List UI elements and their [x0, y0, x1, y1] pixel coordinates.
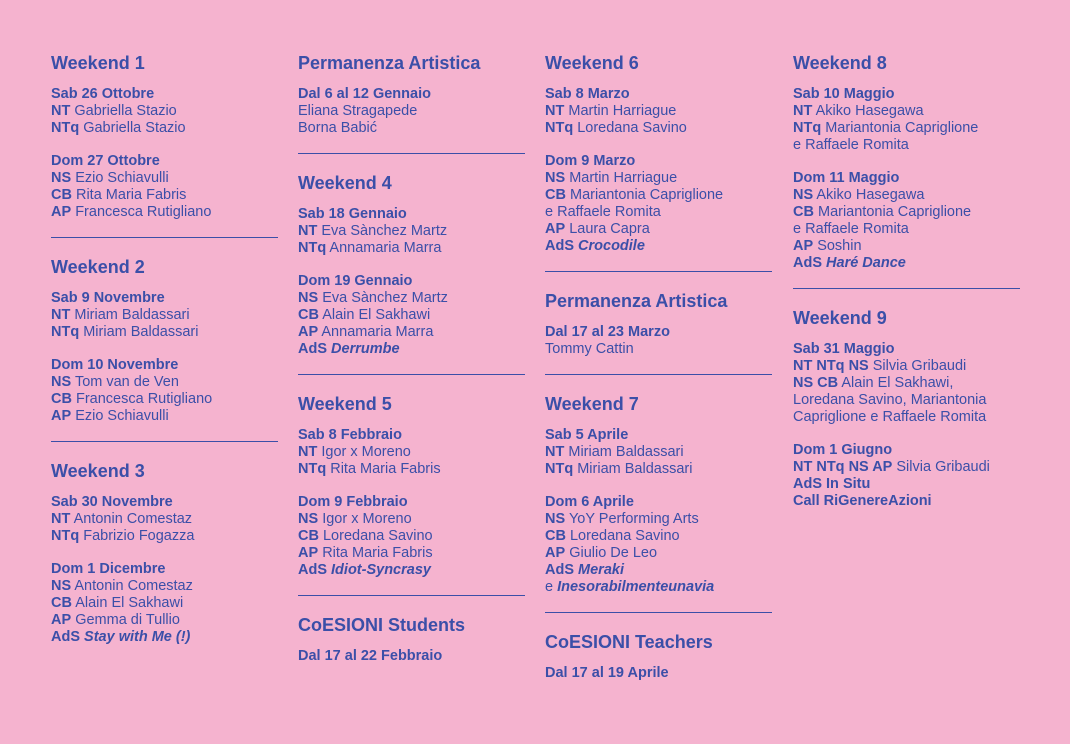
schedule-entry: [51, 120, 278, 137]
artist-name: Alain El Sakhawi: [322, 307, 431, 323]
schedule-entry: [545, 341, 772, 358]
schedule-entry: [51, 187, 278, 204]
role-code: NT: [51, 511, 71, 527]
section-title: Weekend 7: [545, 394, 639, 414]
artist-name: Silvia Gribaudi: [872, 358, 967, 374]
schedule-entry: [793, 358, 1020, 375]
show-title: Haré Dance: [826, 255, 906, 271]
role-code: NT NTq NS AP: [793, 459, 893, 475]
schedule-entry: [51, 324, 278, 341]
date-group: [298, 273, 525, 358]
schedule-entry: [298, 341, 525, 358]
role-code: NS: [298, 290, 319, 306]
schedule-entry: [51, 629, 278, 646]
schedule-entry: [545, 221, 772, 238]
role-code: CB: [51, 595, 72, 611]
schedule-entry: [545, 511, 772, 528]
role-code: NTq: [51, 528, 80, 544]
schedule-entry: [793, 392, 1020, 409]
date-heading: Sab 18 Gennaio: [298, 206, 407, 222]
role-code: NS: [545, 170, 566, 186]
section-divider: [545, 374, 772, 375]
date-group: [298, 648, 525, 665]
section-divider: [545, 612, 772, 613]
role-code: AdS: [51, 629, 80, 645]
section-title: Weekend 6: [545, 53, 639, 73]
column-4: [793, 50, 1020, 510]
date-heading: Dom 1 Giugno: [793, 442, 893, 458]
artist-name: Capriglione e Raffaele Romita: [793, 409, 987, 425]
date-group: [51, 153, 278, 221]
artist-name: Giulio De Leo: [569, 545, 658, 561]
role-code: NS: [51, 170, 72, 186]
role-code: AP: [51, 204, 72, 220]
date-group: [51, 561, 278, 646]
artist-name: e Raffaele Romita: [793, 137, 909, 153]
schedule-entry: [793, 137, 1020, 154]
schedule-entry: [298, 545, 525, 562]
role-code: NTq: [51, 324, 80, 340]
section-title: Weekend 9: [793, 308, 887, 328]
role-code: NT: [298, 223, 318, 239]
schedule-entry: [793, 120, 1020, 137]
connector-text: e: [545, 579, 554, 595]
date-group: [545, 494, 772, 596]
role-code: CB: [793, 204, 814, 220]
artist-name: Tommy Cattin: [545, 341, 634, 357]
date-heading: Sab 10 Maggio: [793, 86, 895, 102]
artist-name: Francesca Rutigliano: [75, 391, 213, 407]
artist-name: Annamaria Marra: [321, 324, 434, 340]
role-code: NS: [545, 511, 566, 527]
section-title: Permanenza Artistica: [298, 53, 481, 73]
date-heading: Dom 9 Febbraio: [298, 494, 408, 510]
date-group: [298, 206, 525, 257]
artist-name: Fabrizio Fogazza: [83, 528, 195, 544]
schedule-entry: [793, 221, 1020, 238]
date-heading: Dom 27 Ottobre: [51, 153, 160, 169]
schedule-entry: [51, 511, 278, 528]
date-group: [298, 494, 525, 579]
role-code: CB: [545, 187, 566, 203]
schedule-section: [545, 288, 772, 358]
date-heading: Dom 11 Maggio: [793, 170, 900, 186]
role-code: NT: [545, 103, 565, 119]
schedule-entry: [793, 409, 1020, 426]
schedule-entry: [793, 375, 1020, 392]
schedule-entry: [793, 459, 1020, 476]
date-heading: Dal 17 al 22 Febbraio: [298, 648, 443, 664]
role-code: NTq: [793, 120, 822, 136]
schedule-entry: [298, 511, 525, 528]
role-code: NTq: [298, 461, 327, 477]
role-code: AP: [793, 238, 814, 254]
schedule-entry: [51, 391, 278, 408]
role-code: CB: [51, 187, 72, 203]
role-code: AdS In Situ: [793, 476, 871, 492]
date-group: [545, 86, 772, 137]
role-code: Call RiGenereAzioni: [793, 493, 932, 509]
artist-name: Loredana Savino: [569, 528, 680, 544]
column-1: [51, 50, 278, 646]
show-title: Meraki: [578, 562, 624, 578]
schedule-section: [51, 458, 278, 646]
schedule-entry: [51, 103, 278, 120]
schedule-entry: [793, 103, 1020, 120]
schedule-entry: [793, 493, 1020, 510]
schedule-entry: [545, 120, 772, 137]
artist-name: Francesca Rutigliano: [75, 204, 212, 220]
schedule-entry: [545, 545, 772, 562]
role-code: NTq: [545, 120, 574, 136]
date-heading: Dom 6 Aprile: [545, 494, 634, 510]
schedule-entry: [793, 187, 1020, 204]
schedule-entry: [298, 103, 525, 120]
section-divider: [51, 441, 278, 442]
date-heading: Sab 9 Novembre: [51, 290, 165, 306]
schedule-section: [51, 254, 278, 425]
show-title: Crocodile: [578, 238, 645, 254]
date-group: [793, 170, 1020, 272]
schedule-entry: [545, 238, 772, 255]
artist-name: Loredana Savino: [322, 528, 433, 544]
schedule-entry: [545, 528, 772, 545]
schedule-entry: [545, 444, 772, 461]
schedule-section: [793, 305, 1020, 510]
artist-name: Eva Sànchez Martz: [321, 223, 448, 239]
schedule-entry: [51, 578, 278, 595]
date-heading: Sab 8 Febbraio: [298, 427, 402, 443]
artist-name: Loredana Savino, Mariantonia: [793, 392, 987, 408]
show-title: Derrumbe: [331, 341, 400, 357]
schedule-entry: [545, 170, 772, 187]
artist-name: Rita Maria Fabris: [330, 461, 441, 477]
schedule-section: [298, 170, 525, 358]
artist-name: Eliana Stragapede: [298, 103, 418, 119]
section-title: Weekend 3: [51, 461, 145, 481]
schedule-entry: [793, 255, 1020, 272]
schedule-section: [545, 391, 772, 596]
role-code: AdS: [298, 562, 327, 578]
role-code: CB: [545, 528, 566, 544]
role-code: NTq: [51, 120, 80, 136]
schedule-section: [298, 612, 525, 665]
artist-name: Antonin Comestaz: [73, 511, 193, 527]
schedule-entry: [298, 120, 525, 137]
role-code: AP: [298, 324, 319, 340]
schedule-entry: [545, 204, 772, 221]
date-group: [545, 324, 772, 358]
artist-name: Borna Babić: [298, 120, 377, 136]
artist-name: Rita Maria Fabris: [75, 187, 187, 203]
role-code: CB: [298, 307, 319, 323]
schedule-entry: [545, 187, 772, 204]
role-code: AdS: [298, 341, 327, 357]
date-heading: Dal 17 al 23 Marzo: [545, 324, 670, 340]
schedule-section: [298, 391, 525, 579]
artist-name: Miriam Baldassari: [577, 461, 693, 477]
date-group: [51, 290, 278, 341]
role-code: AdS: [545, 238, 574, 254]
artist-name: Akiko Hasegawa: [815, 103, 924, 119]
column-2: [298, 50, 525, 665]
date-group: [298, 427, 525, 478]
date-group: [545, 665, 772, 682]
role-code: AdS: [545, 562, 574, 578]
role-code: AP: [51, 612, 72, 628]
date-heading: Sab 8 Marzo: [545, 86, 630, 102]
artist-name: Rita Maria Fabris: [322, 545, 433, 561]
artist-name: Miriam Baldassari: [568, 444, 684, 460]
role-code: NS: [298, 511, 319, 527]
schedule-entry: [51, 204, 278, 221]
section-title: Weekend 2: [51, 257, 145, 277]
section-title: CoESIONI Teachers: [545, 632, 713, 652]
artist-name: Soshin: [817, 238, 862, 254]
date-heading: Dom 10 Novembre: [51, 357, 179, 373]
artist-name: e Raffaele Romita: [545, 204, 661, 220]
date-group: [793, 341, 1020, 426]
date-group: [51, 86, 278, 137]
schedule-entry: [51, 408, 278, 425]
schedule-entry: [298, 444, 525, 461]
schedule-entry: [298, 461, 525, 478]
schedule-section: [51, 50, 278, 221]
date-group: [298, 86, 525, 137]
section-divider: [793, 288, 1020, 289]
date-group: [793, 442, 1020, 510]
column-3: [545, 50, 772, 682]
artist-name: Laura Capra: [569, 221, 650, 237]
artist-name: Akiko Hasegawa: [816, 187, 925, 203]
section-title: Weekend 4: [298, 173, 392, 193]
schedule-entry: [298, 240, 525, 257]
schedule-entry: [51, 374, 278, 391]
schedule-entry: [298, 307, 525, 324]
date-heading: Sab 26 Ottobre: [51, 86, 155, 102]
date-heading: Dom 19 Gennaio: [298, 273, 413, 289]
role-code: AP: [545, 545, 566, 561]
date-group: [793, 86, 1020, 154]
date-heading: Dal 6 al 12 Gennaio: [298, 86, 431, 102]
date-heading: Dal 17 al 19 Aprile: [545, 665, 669, 681]
artist-name: Silvia Gribaudi: [896, 459, 990, 475]
date-group: [51, 494, 278, 545]
date-heading: Sab 31 Maggio: [793, 341, 895, 357]
role-code: NS: [51, 578, 72, 594]
role-code: AdS: [793, 255, 822, 271]
section-title: CoESIONI Students: [298, 615, 466, 635]
schedule-entry: [793, 204, 1020, 221]
section-divider: [298, 153, 525, 154]
artist-name: Alain El Sakhawi: [75, 595, 184, 611]
artist-name: Gemma di Tullio: [75, 612, 180, 628]
role-code: NT NTq NS: [793, 358, 869, 374]
schedule-section: [793, 50, 1020, 272]
schedule-section: [545, 50, 772, 255]
show-title: Inesorabilmenteunavia: [557, 579, 715, 595]
schedule-entry: [51, 170, 278, 187]
role-code: NTq: [298, 240, 327, 256]
schedule-entry: [298, 324, 525, 341]
artist-name: Mariantonia Capriglione: [825, 120, 979, 136]
schedule-entry: [51, 612, 278, 629]
section-title: Weekend 8: [793, 53, 887, 73]
section-divider: [298, 595, 525, 596]
schedule-entry: [545, 461, 772, 478]
schedule-entry: [545, 103, 772, 120]
artist-name: YoY Performing Arts: [568, 511, 699, 527]
section-title: Permanenza Artistica: [545, 291, 728, 311]
artist-name: Igor x Moreno: [322, 511, 412, 527]
schedule-entry: [545, 562, 772, 579]
role-code: NT: [298, 444, 318, 460]
schedule-entry: [298, 223, 525, 240]
role-code: NS CB: [793, 375, 839, 391]
date-group: [545, 427, 772, 478]
section-title: Weekend 1: [51, 53, 145, 73]
role-code: NT: [545, 444, 565, 460]
artist-name: Tom van de Ven: [74, 374, 179, 390]
artist-name: Igor x Moreno: [321, 444, 411, 460]
schedule-entry: [51, 528, 278, 545]
section-divider: [545, 271, 772, 272]
role-code: NT: [793, 103, 813, 119]
date-group: [51, 357, 278, 425]
schedule-section: [545, 629, 772, 682]
schedule-entry: [298, 528, 525, 545]
date-heading: Dom 1 Dicembre: [51, 561, 166, 577]
artist-name: Gabriella Stazio: [74, 103, 177, 119]
role-code: NS: [793, 187, 814, 203]
role-code: CB: [298, 528, 319, 544]
artist-name: Mariantonia Capriglione: [817, 204, 972, 220]
role-code: NTq: [545, 461, 574, 477]
show-title: Idiot-Syncrasy: [331, 562, 431, 578]
date-heading: Sab 30 Novembre: [51, 494, 173, 510]
artist-name: Martin Harriague: [568, 103, 677, 119]
schedule-entry: [298, 562, 525, 579]
artist-name: Annamaria Marra: [329, 240, 442, 256]
role-code: NT: [51, 103, 71, 119]
role-code: NS: [51, 374, 72, 390]
artist-name: Ezio Schiavulli: [75, 170, 169, 186]
schedule-entry: [298, 290, 525, 307]
section-divider: [51, 237, 278, 238]
artist-name: Loredana Savino: [577, 120, 687, 136]
role-code: CB: [51, 391, 72, 407]
date-group: [545, 153, 772, 255]
schedule-entry: [793, 238, 1020, 255]
artist-name: Mariantonia Capriglione: [569, 187, 724, 203]
schedule-entry: [793, 476, 1020, 493]
schedule-entry: [545, 579, 772, 596]
date-heading: Sab 5 Aprile: [545, 427, 629, 443]
artist-name: Alain El Sakhawi,: [841, 375, 954, 391]
artist-name: e Raffaele Romita: [793, 221, 909, 237]
artist-name: Martin Harriague: [569, 170, 678, 186]
section-divider: [298, 374, 525, 375]
role-code: AP: [51, 408, 72, 424]
show-title: Stay with Me (!): [84, 629, 191, 645]
role-code: AP: [545, 221, 566, 237]
schedule-entry: [51, 307, 278, 324]
section-title: Weekend 5: [298, 394, 392, 414]
artist-name: Antonin Comestaz: [74, 578, 193, 594]
role-code: AP: [298, 545, 319, 561]
artist-name: Ezio Schiavulli: [75, 408, 169, 424]
artist-name: Eva Sànchez Martz: [322, 290, 448, 306]
artist-name: Gabriella Stazio: [83, 120, 186, 136]
role-code: NT: [51, 307, 71, 323]
date-heading: Dom 9 Marzo: [545, 153, 636, 169]
schedule-section: [298, 50, 525, 137]
artist-name: Miriam Baldassari: [74, 307, 190, 323]
artist-name: Miriam Baldassari: [83, 324, 199, 340]
schedule-entry: [51, 595, 278, 612]
